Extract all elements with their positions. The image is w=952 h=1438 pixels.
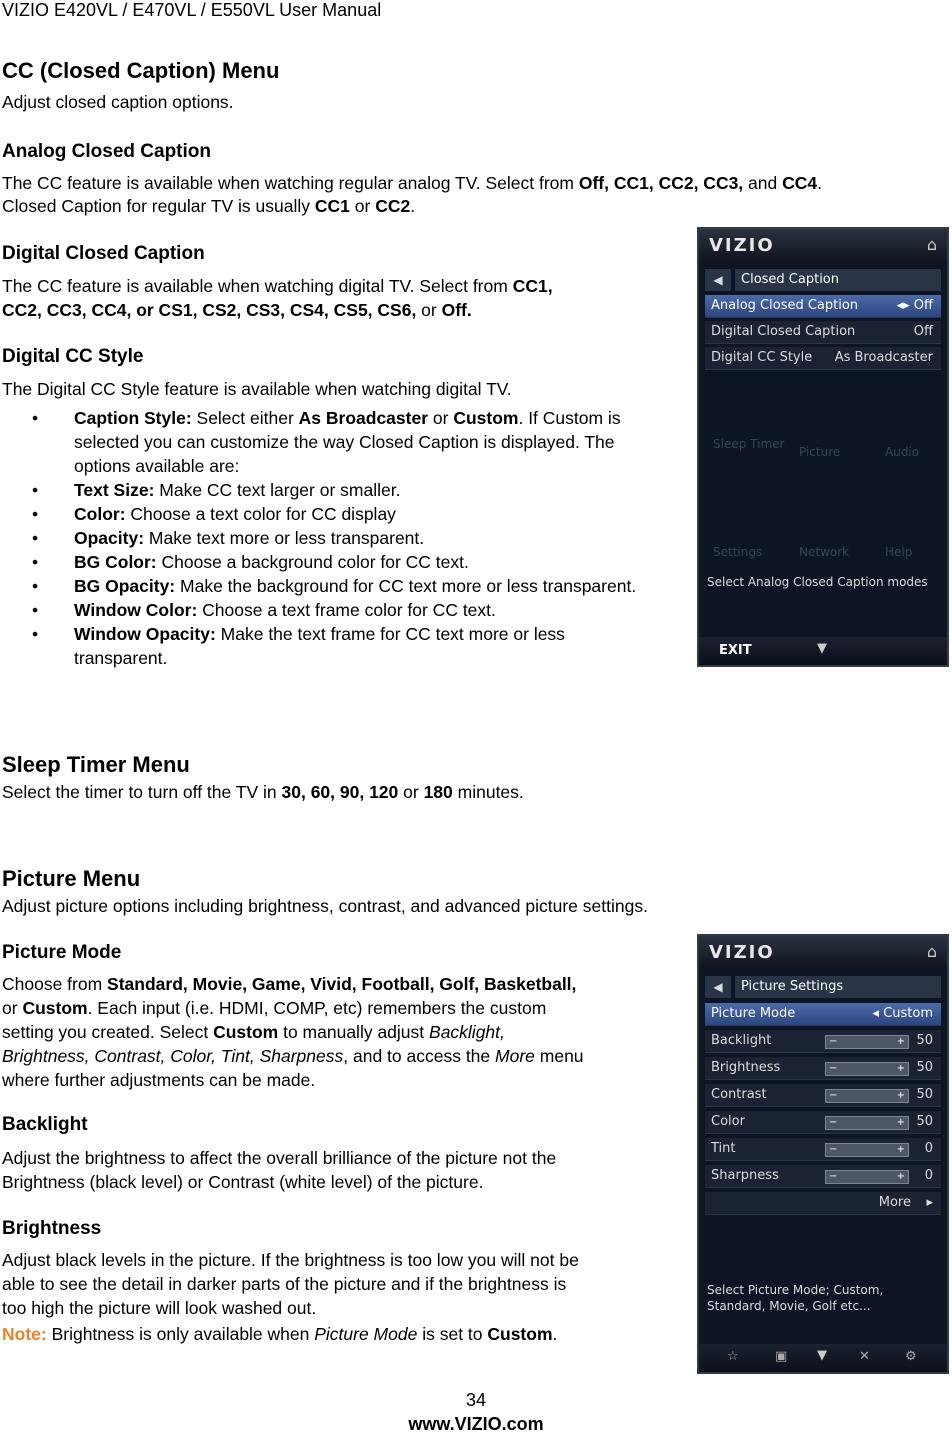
manual-header: VIZIO E420VL / E470VL / E550VL User Manual xyxy=(2,0,382,20)
back-arrow-icon: ◀ xyxy=(705,269,731,291)
digital-cc-line-1: The CC feature is available when watching digital TV. Select from CC1, xyxy=(2,276,553,296)
digital-cc-style-title: Digital CC Style xyxy=(2,346,144,367)
list-item: • Window Opacity: Make the text frame for CC text more or less transparent. xyxy=(32,622,662,670)
cc-menu-title: CC (Closed Caption) Menu xyxy=(2,58,280,83)
tv-menu-title: Closed Caption xyxy=(735,269,941,291)
sleep-timer-text: Select the timer to turn off the TV in 30, 60, 90, 120 or 180 minutes. xyxy=(2,782,524,802)
list-item: • Text Size: Make CC text larger or smaller. xyxy=(32,478,662,502)
list-item: • Window Color: Choose a text frame color for CC text. xyxy=(32,598,662,622)
ghost-menu-item: Sleep Timer xyxy=(713,437,785,451)
tv-row-analog-cc: Analog Closed Caption ◂▸ Off xyxy=(705,295,941,318)
tv-row-sharpness: Sharpness − + 0 xyxy=(705,1165,941,1188)
brightness-note: Note: Brightness is only available when Picture Mode is set to Custom. xyxy=(2,1324,558,1344)
list-item: • Color: Choose a text color for CC display xyxy=(32,502,662,526)
ghost-menu-item: Picture xyxy=(799,445,841,459)
tv-hint-text: Select Picture Mode; Custom, Standard, Movie, Golf etc... xyxy=(707,1283,884,1313)
ghost-menu-item: Help xyxy=(885,545,913,559)
close-icon: ✕ xyxy=(859,1349,870,1364)
analog-cc-title: Analog Closed Caption xyxy=(2,141,211,162)
tv-row-digital-cc-style: Digital CC Style As Broadcaster xyxy=(705,347,941,370)
brightness-title: Brightness xyxy=(2,1218,102,1239)
gear-icon: ⚙ xyxy=(905,1349,917,1364)
home-icon: ⌂ xyxy=(926,235,937,254)
backlight-line-2: Brightness (black level) or Contrast (white level) of the picture. xyxy=(2,1172,484,1192)
down-chevron-icon: ▼ xyxy=(817,1348,827,1363)
list-item: • Caption Style: Select either As Broadcaster or Custom. If Custom is selected you can customize the way Closed Caption is displayed. The options available are: xyxy=(32,406,662,478)
picture-menu-title: Picture Menu xyxy=(2,866,141,891)
picture-menu-intro: Adjust picture options including brightness, contrast, and advanced picture settings. xyxy=(2,896,648,916)
cc-intro: Adjust closed caption options. xyxy=(2,92,234,112)
vizio-logo: VIZIO xyxy=(709,235,775,256)
brightness-line-3: too high the picture will look washed out. xyxy=(2,1298,317,1318)
picture-mode-line-4: Brightness, Contrast, Color, Tint, Sharpness, and to access the More menu xyxy=(2,1046,584,1066)
page-number: 34 xyxy=(465,1390,487,1410)
sleep-timer-title: Sleep Timer Menu xyxy=(2,752,190,777)
tv-hint-text: Select Analog Closed Caption modes xyxy=(707,575,928,589)
home-icon: ⌂ xyxy=(926,942,937,961)
back-arrow-icon: ◀ xyxy=(705,976,731,998)
vizio-logo: VIZIO xyxy=(709,942,775,963)
picture-mode-line-3: setting you created. Select Custom to manually adjust Backlight, xyxy=(2,1022,505,1042)
closed-caption-menu-screenshot xyxy=(697,227,949,667)
screen-icon: ▣ xyxy=(775,1349,788,1364)
tv-row-tint: Tint − + 0 xyxy=(705,1138,941,1161)
brightness-line-2: able to see the detail in darker parts of the picture and if the brightness is xyxy=(2,1274,567,1294)
exit-label: EXIT xyxy=(719,643,752,658)
picture-mode-title: Picture Mode xyxy=(2,942,122,963)
list-item: • BG Color: Choose a background color for CC text. xyxy=(32,550,662,574)
cc-style-options-list xyxy=(32,406,662,670)
picture-mode-line-5: where further adjustments can be made. xyxy=(2,1070,316,1090)
analog-cc-line-2: Closed Caption for regular TV is usually CC1 or CC2. xyxy=(2,196,416,216)
ghost-menu-item: Network xyxy=(799,545,850,559)
brightness-line-1: Adjust black levels in the picture. If the brightness is too low you will not be xyxy=(2,1250,579,1270)
tv-row-digital-cc: Digital Closed Caption Off xyxy=(705,321,941,344)
ghost-menu-item: Audio xyxy=(885,445,920,459)
tv-row-brightness: Brightness − + 50 xyxy=(705,1057,941,1080)
picture-settings-menu-screenshot xyxy=(697,934,949,1374)
star-icon: ☆ xyxy=(727,1349,739,1364)
tv-row-more: More ▸ xyxy=(705,1192,941,1215)
list-item: • Opacity: Make text more or less transparent. xyxy=(32,526,662,550)
tv-row-picture-mode: Picture Mode ◂ Custom xyxy=(705,1003,941,1026)
picture-mode-line-2: or Custom. Each input (i.e. HDMI, COMP, etc) remembers the custom xyxy=(2,998,547,1018)
list-item: • BG Opacity: Make the background for CC text more or less transparent. xyxy=(32,574,662,598)
ghost-menu-item: Settings xyxy=(713,545,763,559)
tv-row-backlight: Backlight − + 50 xyxy=(705,1030,941,1053)
backlight-title: Backlight xyxy=(2,1114,88,1135)
digital-cc-style-intro: The Digital CC Style feature is available when watching digital TV. xyxy=(2,379,512,399)
footer-url: www.VIZIO.com xyxy=(408,1414,544,1434)
digital-cc-title: Digital Closed Caption xyxy=(2,243,205,264)
digital-cc-line-2: CC2, CC3, CC4, or CS1, CS2, CS3, CS4, CS5, CS6, or Off. xyxy=(2,300,472,320)
down-chevron-icon: ▼ xyxy=(817,641,827,656)
analog-cc-line-1: The CC feature is available when watching regular analog TV. Select from Off, CC1, CC2, CC3, and CC4. xyxy=(2,173,822,193)
picture-mode-line-1: Choose from Standard, Movie, Game, Vivid, Football, Golf, Basketball, xyxy=(2,974,577,994)
tv-menu-title: Picture Settings xyxy=(735,976,941,998)
backlight-line-1: Adjust the brightness to affect the overall brilliance of the picture not the xyxy=(2,1148,557,1168)
tv-row-color: Color − + 50 xyxy=(705,1111,941,1134)
tv-row-contrast: Contrast − + 50 xyxy=(705,1084,941,1107)
